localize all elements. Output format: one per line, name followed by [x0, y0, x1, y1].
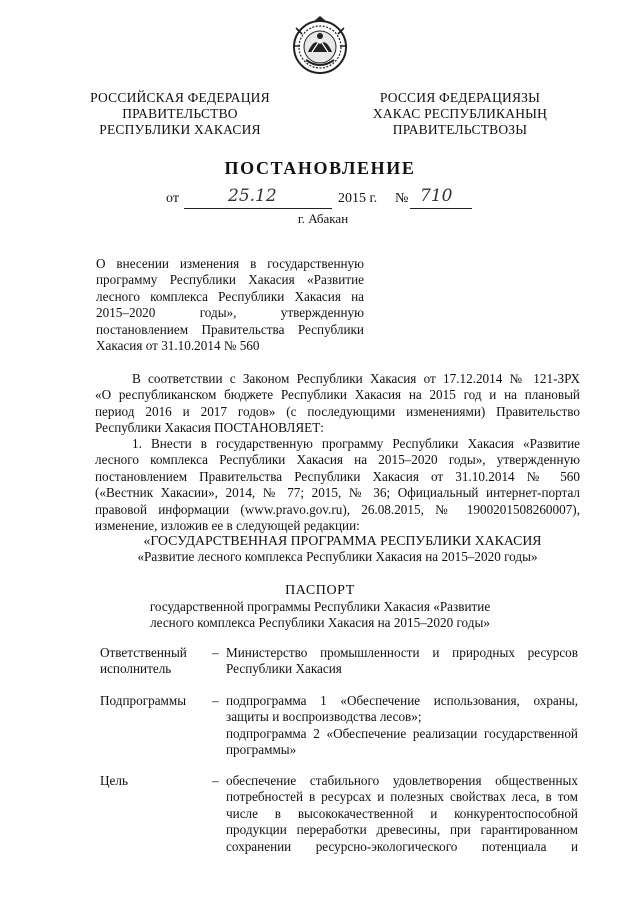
number-sign: № — [395, 191, 409, 206]
preamble-line: период 2016 и 2017 годов» (с последующими изменениями) Правительство — [95, 403, 580, 419]
passport-value-line: обеспечение стабильного удовлетворения общественных — [226, 773, 578, 788]
item-1-line: («Вестник Хакасии», 2014, № 77; 2015, № 36; Официальный интернет-портал — [95, 485, 580, 501]
header-right-line: ХАКАС РЕСПУБЛИКАНЫҢ — [372, 106, 548, 121]
passport-row-value — [226, 773, 578, 855]
passport-value-line: сохранении ресурсно-экологического потенциала и — [226, 838, 578, 854]
header-right — [360, 90, 560, 138]
document-type-title: ПОСТАНОВЛЕНИЕ — [224, 158, 416, 178]
subject-block — [96, 256, 364, 354]
subject-line: О внесении изменения в государственную — [96, 256, 364, 271]
passport-row-value — [226, 645, 578, 678]
passport-row-label — [100, 773, 208, 789]
passport-value-line: подпрограмма 2 «Обеспечение реализации государственной — [226, 725, 578, 741]
passport-value-line: Министерство промышленности и природных ресурсов — [226, 645, 578, 660]
passport-label-line: Подпрограммы — [100, 693, 187, 708]
subject-line: программу Республики Хакасия «Развитие — [96, 272, 364, 288]
preamble-line: В соответствии с Законом Республики Хакасия от 17.12.2014 № 121-ЗРХ — [132, 371, 580, 386]
date-prefix: от — [166, 191, 179, 206]
passport-value-line: продукции переработки древесины, при гарантированном — [226, 822, 578, 838]
subject-line: Хакасия от 31.10.2014 № 560 — [96, 337, 260, 353]
item-1-line: правовой информации (www.pravo.gov.ru), 26.08.2015, № 1900201508260007), — [95, 501, 580, 517]
subject-line: постановлением Правительства Республики — [96, 321, 364, 337]
handwritten-number: 710 — [420, 186, 453, 206]
passport-value-line: потребностей в ресурсах и полезных свойствах леса, в том — [226, 789, 578, 805]
handwritten-date: 25.12 — [228, 186, 277, 206]
passport-subtitle-line: государственной программы Республики Хакасия «Развитие — [149, 599, 491, 614]
preamble — [95, 371, 580, 437]
passport-label-line: Цель — [100, 773, 128, 788]
passport-title: ПАСПОРТ — [285, 583, 355, 598]
city: г. Абакан — [297, 211, 349, 226]
passport-value-line: защиты и воспроизводства лесов»; — [226, 709, 422, 725]
header-left — [80, 90, 280, 138]
passport-value-line: числе в высококачественной и конкурентоспособной — [226, 805, 578, 821]
header-right-line: ПРАВИТЕЛЬСТВОЗЫ — [392, 122, 528, 137]
program-title: «ГОСУДАРСТВЕННАЯ ПРОГРАММА РЕСПУБЛИКИ ХАКАСИЯ — [143, 533, 542, 548]
subject-line: лесного комплекса Республики Хакасия на — [96, 288, 364, 304]
passport-row-label — [100, 693, 208, 709]
passport-row-label — [100, 645, 208, 678]
passport-subtitle-line: лесного комплекса Республики Хакасия на 2015–2020 годы» — [150, 615, 490, 631]
header-left-line: ПРАВИТЕЛЬСТВО — [122, 106, 238, 121]
program-subtitle: «Развитие лесного комплекса Республики Хакасия на 2015–2020 годы» — [137, 549, 538, 564]
item-1 — [95, 436, 580, 534]
passport-dash: – — [212, 693, 219, 708]
passport-value-line: Республики Хакасия — [226, 661, 342, 677]
item-1-line: изменение, изложив ее в следующей редакции: — [95, 517, 360, 533]
header-left-line: РЕСПУБЛИКИ ХАКАСИЯ — [99, 122, 261, 137]
number-underline — [410, 208, 472, 209]
passport-value-line: подпрограмма 1 «Обеспечение использования, охраны, — [226, 693, 578, 708]
date-underline — [184, 208, 332, 209]
item-1-line: лесного комплекса Республики Хакасия на 2015–2020 годы», утвержденную — [95, 452, 580, 468]
passport-row-value — [226, 693, 578, 759]
passport-label-line: исполнитель — [100, 661, 172, 677]
header-left-line: РОССИЙСКАЯ ФЕДЕРАЦИЯ — [90, 90, 270, 105]
preamble-line: Республики Хакасия ПОСТАНОВЛЯЕТ: — [95, 420, 324, 436]
preamble-line: «О республиканском бюджете Республики Хакасия на 2015 год и на плановый — [95, 387, 580, 403]
passport-value-line: программы» — [226, 742, 297, 758]
header-right-line: РОССИЯ ФЕДЕРАЦИЯЗЫ — [379, 90, 541, 105]
subject-line: 2015–2020 годы», утвержденную — [96, 305, 364, 321]
passport-dash: – — [212, 645, 219, 660]
passport-subtitle — [0, 599, 640, 632]
item-1-line: постановлением Правительства Республики Хакасия от 31.10.2014 № 560 — [95, 468, 580, 484]
date-year: 2015 г. — [338, 191, 378, 206]
passport-dash: – — [212, 773, 219, 788]
coat-of-arms-icon — [288, 14, 352, 78]
item-1-line: 1. Внести в государственную программу Республики Хакасия «Развитие — [132, 436, 580, 451]
passport-label-line: Ответственный — [100, 645, 187, 660]
